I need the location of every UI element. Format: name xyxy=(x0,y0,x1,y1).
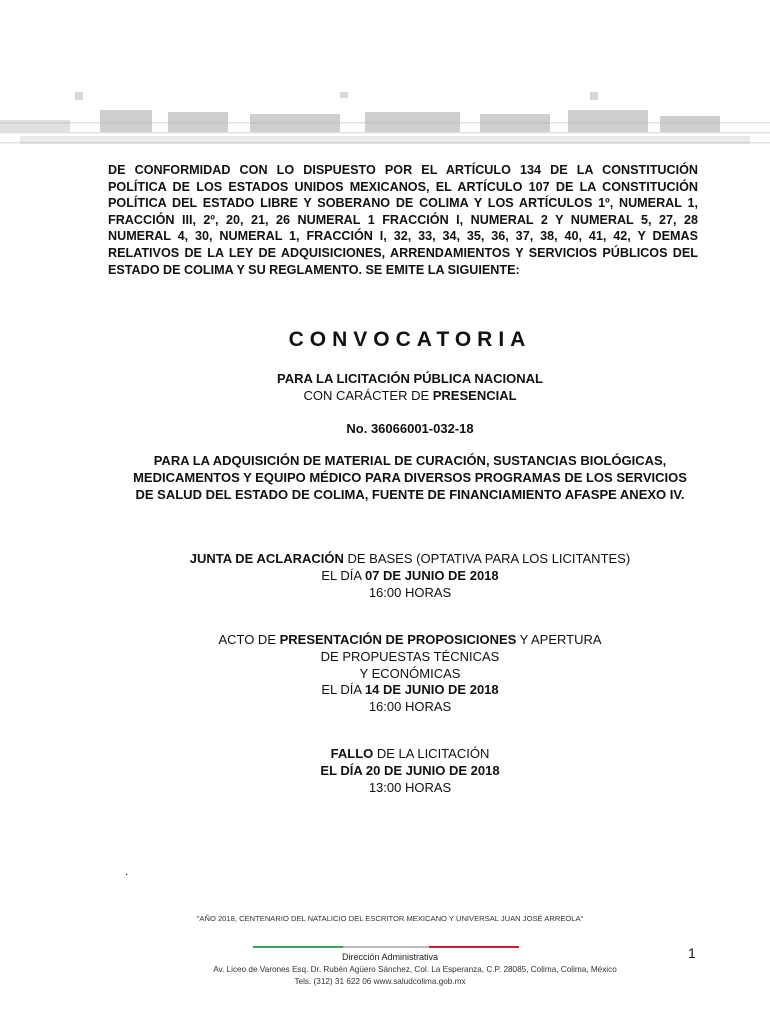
fallo-title xyxy=(110,746,710,763)
junta-date xyxy=(110,568,710,585)
junta-time: 16:00 HORAS xyxy=(368,584,452,600)
acto-section xyxy=(110,632,710,716)
junta-date-prefix: EL DÍA xyxy=(321,567,365,583)
fallo-time: 13:00 HORAS xyxy=(368,779,452,795)
footer-dot: . xyxy=(125,864,129,878)
footer-contact: Tels. (312) 31 622 06 www.saludcolima.gob.mx xyxy=(294,977,466,986)
acto-title xyxy=(110,632,710,649)
document-title: CONVOCATORIA xyxy=(288,328,532,351)
fallo-desc: DE LA LICITACIÓN xyxy=(373,746,490,761)
junta-title xyxy=(110,551,710,568)
footer-bar-red xyxy=(429,946,519,948)
fallo-label: FALLO xyxy=(330,746,374,761)
footer-year-motto: "AÑO 2018, CENTENARIO DEL NATALICIO DEL ESCRITOR MEXICANO Y UNIVERSAL JUAN JOSÉ ARREOLA" xyxy=(196,914,584,923)
header-logo-banner xyxy=(0,92,770,158)
junta-desc: DE BASES (OPTATIVA PARA LOS LICITANTES) xyxy=(343,551,631,566)
tender-purpose: PARA LA ADQUISICIÓN DE MATERIAL DE CURACIÓN, SUSTANCIAS BIOLÓGICAS, MEDICAMENTOS Y EQUIPO MÉDICO PARA DIVERSOS PROGRAMAS DE LOS SERVICIOS DE SALUD DEL ESTADO DE COLIMA, FUENTE DE FINANCIAMIENTO AFASPE ANEXO IV. xyxy=(133,453,687,502)
tender-number: No. 36066001-032-18 xyxy=(346,421,474,436)
acto-date xyxy=(110,682,710,699)
acto-date-value: 14 DE JUNIO DE 2018 xyxy=(364,682,499,698)
junta-date-value: 07 DE JUNIO DE 2018 xyxy=(364,567,499,583)
acto-label: PRESENTACIÓN DE PROPOSICIONES xyxy=(279,632,517,647)
legal-preamble: DE CONFORMIDAD CON LO DISPUESTO POR EL ARTÍCULO 134 DE LA CONSTITUCIÓN POLÍTICA DE LOS ESTADOS UNIDOS MEXICANOS, EL ARTÍCULO 107 DE LA CONSTITUCIÓN POLÍTICA DEL ESTADO LIBRE Y SOBERANO DE COLIMA Y LOS ARTÍCULOS 1º, NUMERAL 1, FRACCIÓN III, 2º, 20, 21, 26 NUMERAL 1 FRACCIÓN I, NUMERAL 2 Y NUMERAL 5, 27, 28 NUMERAL 4, 30, NUMERAL 1, FRACCIÓN I, 32, 33, 34, 35, 36, 37, 38, 40, 41, 42, Y DEMAS RELATIVOS DE LA LEY DE ADQUISICIONES, ARRENDAMIENTOS Y SERVICIOS PÚBLICOS DEL ESTADO DE COLIMA Y SU REGLAMENTO. SE EMITE LA SIGUIENTE: xyxy=(108,163,698,277)
tender-character-value: PRESENCIAL xyxy=(432,387,517,403)
footer-color-bar xyxy=(253,946,519,949)
junta-label: JUNTA DE ACLARACIÓN xyxy=(189,551,344,566)
acto-time: 16:00 HORAS xyxy=(368,699,452,715)
fallo-section xyxy=(110,746,710,796)
page-number: 1 xyxy=(688,945,696,961)
junta-section xyxy=(110,551,710,601)
tender-line-2 xyxy=(110,388,710,405)
acto-line-2: DE PROPUESTAS TÉCNICAS xyxy=(320,648,500,664)
acto-date-prefix: EL DÍA xyxy=(321,682,365,698)
tender-type xyxy=(110,371,710,405)
acto-suffix: Y APERTURA xyxy=(516,632,602,647)
footer-address: Av. Liceo de Varones Esq. Dr. Rubén Agüero Sánchez, Col. La Esperanza, C.P. 28085, Colima, Colima, México xyxy=(213,965,617,974)
footer-bar-gray xyxy=(343,946,429,948)
acto-prefix: ACTO DE xyxy=(218,632,280,647)
tender-character-label: CON CARÁCTER DE xyxy=(303,387,433,403)
footer-department: Dirección Administrativa xyxy=(341,952,439,962)
tender-line-1: PARA LA LICITACIÓN PÚBLICA NACIONAL xyxy=(277,371,543,386)
acto-line-3: Y ECONÓMICAS xyxy=(359,665,461,681)
fallo-date: EL DÍA 20 DE JUNIO DE 2018 xyxy=(320,762,500,778)
footer-bar-green xyxy=(253,946,343,948)
